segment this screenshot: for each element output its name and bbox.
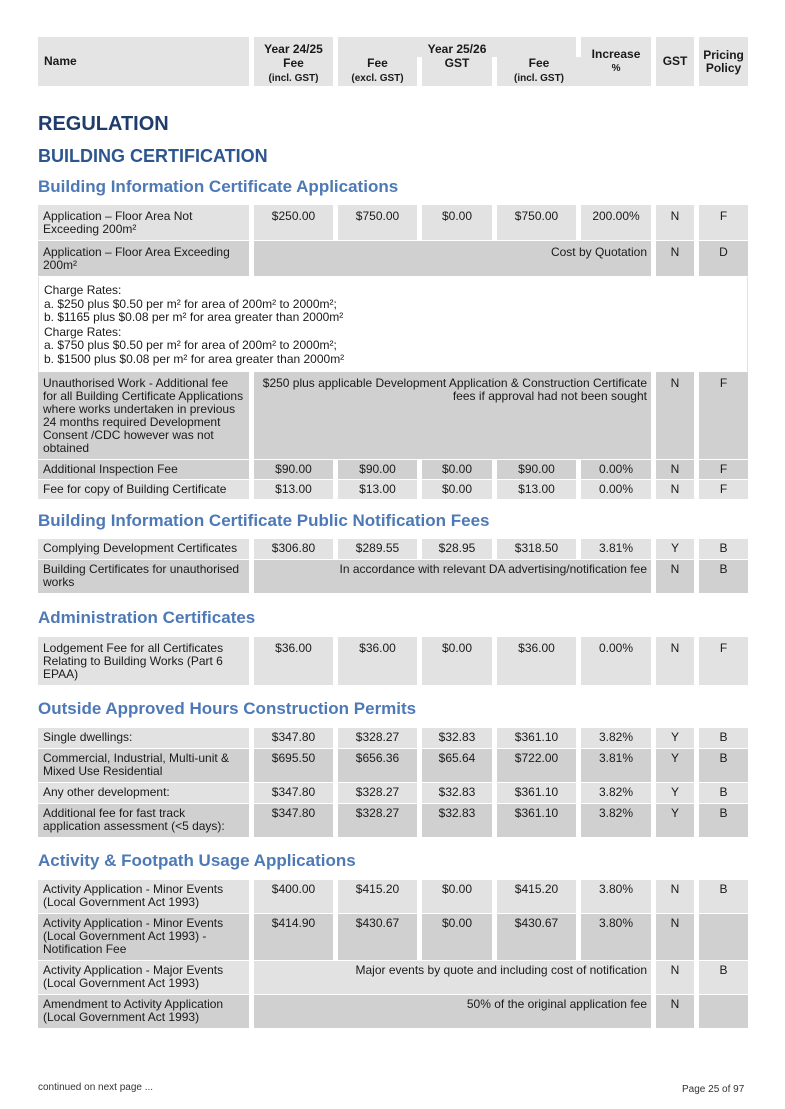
fee-excl: $328.27 (338, 783, 422, 804)
header-pricing-policy (699, 37, 748, 86)
fee-prev: $347.80 (254, 804, 338, 838)
footer-page-number: Page 25 of 97 (682, 1084, 745, 1095)
outside-hours-table (38, 728, 748, 838)
increase: 3.82% (581, 804, 656, 838)
fee-incl: $361.10 (497, 728, 581, 749)
increase: 200.00% (581, 205, 656, 241)
table-row (38, 804, 748, 838)
fee-excl: $90.00 (338, 460, 422, 480)
fee-incl: $318.50 (497, 539, 581, 560)
row-name: Fee for copy of Building Certificate (38, 480, 254, 500)
gst-amount: $0.00 (422, 460, 497, 480)
row-name: Building Certificates for unauthorised works (38, 560, 254, 594)
fee-prev: $414.90 (254, 914, 338, 961)
fee-excl: $328.27 (338, 804, 422, 838)
pricing-policy (699, 914, 748, 961)
increase: 3.81% (581, 539, 656, 560)
gst-flag: N (656, 961, 699, 995)
gst-amount: $0.00 (422, 480, 497, 500)
fee-incl: $13.00 (497, 480, 581, 500)
pricing-policy (699, 995, 748, 1029)
admin-certificates-table (38, 637, 748, 686)
table-row (38, 914, 748, 961)
fee-incl: $36.00 (497, 637, 581, 686)
span-text: Major events by quote and including cost of notification (254, 961, 656, 995)
header-pricing: Pricing (703, 47, 744, 62)
fee-incl: $722.00 (497, 749, 581, 783)
footer-continued: continued on next page ... (38, 1082, 154, 1093)
charge-rates-note: Charge Rates: a. $250 plus $0.50 per m² for area of 200m² to 2000m²; b. $1165 plus $0.08 per m² for area greater than 2000m² Charge Rates: a. $750 plus $0.50 per m² for area of 200m² to 2000m²; b. $1500 plus $0.08 per m² for area greater than 2000m² (38, 277, 748, 372)
table-row (38, 372, 748, 460)
gst-flag: Y (656, 749, 699, 783)
fee-excl: $430.67 (338, 914, 422, 961)
fee-prev: $250.00 (254, 205, 338, 241)
table-row (38, 880, 748, 914)
pricing-policy: B (699, 749, 748, 783)
heading-building-certification: BUILDING CERTIFICATION (38, 146, 268, 166)
fee-incl: $361.10 (497, 804, 581, 838)
gst-amount: $0.00 (422, 637, 497, 686)
increase: 3.82% (581, 728, 656, 749)
gst-flag: N (656, 460, 699, 480)
row-name: Activity Application - Minor Events (Local Government Act 1993) (38, 880, 254, 914)
pricing-policy: F (699, 205, 748, 241)
pricing-policy: B (699, 539, 748, 560)
pricing-policy: D (699, 241, 748, 277)
row-name: Lodgement Fee for all Certificates Relating to Building Works (Part 6 EPAA) (38, 637, 254, 686)
header-gst-flag: GST (656, 37, 699, 86)
gst-flag: N (656, 560, 699, 594)
gst-amount: $28.95 (422, 539, 497, 560)
increase: 3.82% (581, 783, 656, 804)
gst-flag: N (656, 637, 699, 686)
fee-excl: $328.27 (338, 728, 422, 749)
increase: 0.00% (581, 480, 656, 500)
gst-amount: $32.83 (422, 783, 497, 804)
pricing-policy: F (699, 460, 748, 480)
fee-incl: $90.00 (497, 460, 581, 480)
row-name: Single dwellings: (38, 728, 254, 749)
table-row (38, 460, 748, 480)
table-row (38, 995, 748, 1029)
gst-flag: N (656, 914, 699, 961)
row-name: Additional Inspection Fee (38, 460, 254, 480)
fee-incl: $430.67 (497, 914, 581, 961)
row-name: Amendment to Activity Application (Local Government Act 1993) (38, 995, 254, 1029)
pricing-policy: B (699, 728, 748, 749)
table-row (38, 560, 748, 594)
fee-prev: $347.80 (254, 728, 338, 749)
fee-incl: $361.10 (497, 783, 581, 804)
gst-amount: $32.83 (422, 728, 497, 749)
increase: 0.00% (581, 460, 656, 480)
table-row (38, 961, 748, 995)
pricing-policy: B (699, 804, 748, 838)
gst-flag: N (656, 205, 699, 241)
fee-incl: $415.20 (497, 880, 581, 914)
pricing-policy: B (699, 560, 748, 594)
fee-prev: $90.00 (254, 460, 338, 480)
gst-flag: Y (656, 804, 699, 838)
table-row (38, 637, 748, 686)
pricing-policy: F (699, 372, 748, 460)
gst-amount: $0.00 (422, 880, 497, 914)
pricing-policy: B (699, 783, 748, 804)
column-header (38, 37, 748, 86)
bic-applications-table (38, 205, 748, 500)
header-fee-incl: Fee (incl. GST) (497, 57, 581, 86)
heading-bic-notification: Building Information Certificate Public Notification Fees (38, 511, 490, 530)
header-fee-prev: Fee (incl. GST) (254, 57, 338, 86)
span-text: Cost by Quotation (254, 241, 656, 277)
pricing-policy: B (699, 961, 748, 995)
activity-footpath-table (38, 880, 748, 1029)
bic-notification-table (38, 539, 748, 594)
gst-flag: N (656, 372, 699, 460)
gst-flag: Y (656, 783, 699, 804)
span-text: $250 plus applicable Development Application & Construction Certificate fees if approval had not been sought (254, 372, 656, 460)
increase: 3.81% (581, 749, 656, 783)
header-name: Name (38, 37, 254, 86)
fee-prev: $347.80 (254, 783, 338, 804)
pricing-policy: F (699, 480, 748, 500)
header-increase-label: Increase (591, 47, 641, 61)
fee-prev: $36.00 (254, 637, 338, 686)
row-name: Activity Application - Major Events (Local Government Act 1993) (38, 961, 254, 995)
fee-prev: $400.00 (254, 880, 338, 914)
fee-excl: $415.20 (338, 880, 422, 914)
table-row (38, 539, 748, 560)
fee-excl: $750.00 (338, 205, 422, 241)
increase: 3.80% (581, 880, 656, 914)
table-row (38, 749, 748, 783)
increase: 3.80% (581, 914, 656, 961)
gst-amount: $0.00 (422, 205, 497, 241)
row-name: Unauthorised Work - Additional fee for all Building Certificate Applications where works undertaken in previous 24 months required Development Consent /CDC however was not obtained (38, 372, 254, 460)
row-name: Application – Floor Area Not Exceeding 200m² (38, 205, 254, 241)
table-row (38, 241, 748, 277)
header-increase (581, 37, 656, 86)
heading-admin-certificates: Administration Certificates (38, 608, 256, 627)
pricing-policy: F (699, 637, 748, 686)
span-text: In accordance with relevant DA advertising/notification fee (254, 560, 656, 594)
fee-excl: $13.00 (338, 480, 422, 500)
header-fee-excl: Fee (excl. GST) (338, 57, 422, 86)
gst-flag: Y (656, 539, 699, 560)
table-row (38, 205, 748, 241)
gst-flag: N (656, 995, 699, 1029)
row-name: Complying Development Certificates (38, 539, 254, 560)
gst-flag: N (656, 880, 699, 914)
row-name: Additional fee for fast track application assessment (<5 days): (38, 804, 254, 838)
gst-flag: N (656, 480, 699, 500)
gst-flag: Y (656, 728, 699, 749)
heading-outside-hours: Outside Approved Hours Construction Permits (38, 699, 417, 718)
fee-prev: $13.00 (254, 480, 338, 500)
row-name: Application – Floor Area Exceeding 200m² (38, 241, 254, 277)
row-name: Activity Application - Minor Events (Local Government Act 1993) - Notification Fee (38, 914, 254, 961)
fee-excl: $36.00 (338, 637, 422, 686)
heading-regulation: REGULATION (38, 113, 169, 135)
gst-amount: $0.00 (422, 914, 497, 961)
row-name: Any other development: (38, 783, 254, 804)
header-year-next: Year 25/26 (338, 37, 581, 57)
gst-amount: $65.64 (422, 749, 497, 783)
header-policy: Policy (705, 60, 742, 75)
header-year-prev: Year 24/25 (254, 37, 338, 57)
fee-prev: $306.80 (254, 539, 338, 560)
gst-flag: N (656, 241, 699, 277)
header-percent: % (611, 63, 621, 74)
heading-activity-footpath: Activity & Footpath Usage Applications (38, 851, 356, 870)
fee-excl: $656.36 (338, 749, 422, 783)
row-name: Commercial, Industrial, Multi-unit & Mixed Use Residential (38, 749, 254, 783)
table-row (38, 728, 748, 749)
increase: 0.00% (581, 637, 656, 686)
span-text: 50% of the original application fee (254, 995, 656, 1029)
header-gst: GST (422, 57, 497, 86)
table-row (38, 277, 748, 372)
table-row (38, 783, 748, 804)
table-row (38, 480, 748, 500)
heading-bic-applications: Building Information Certificate Applications (38, 177, 399, 196)
gst-amount: $32.83 (422, 804, 497, 838)
pricing-policy: B (699, 880, 748, 914)
fee-incl: $750.00 (497, 205, 581, 241)
fee-excl: $289.55 (338, 539, 422, 560)
fee-prev: $695.50 (254, 749, 338, 783)
